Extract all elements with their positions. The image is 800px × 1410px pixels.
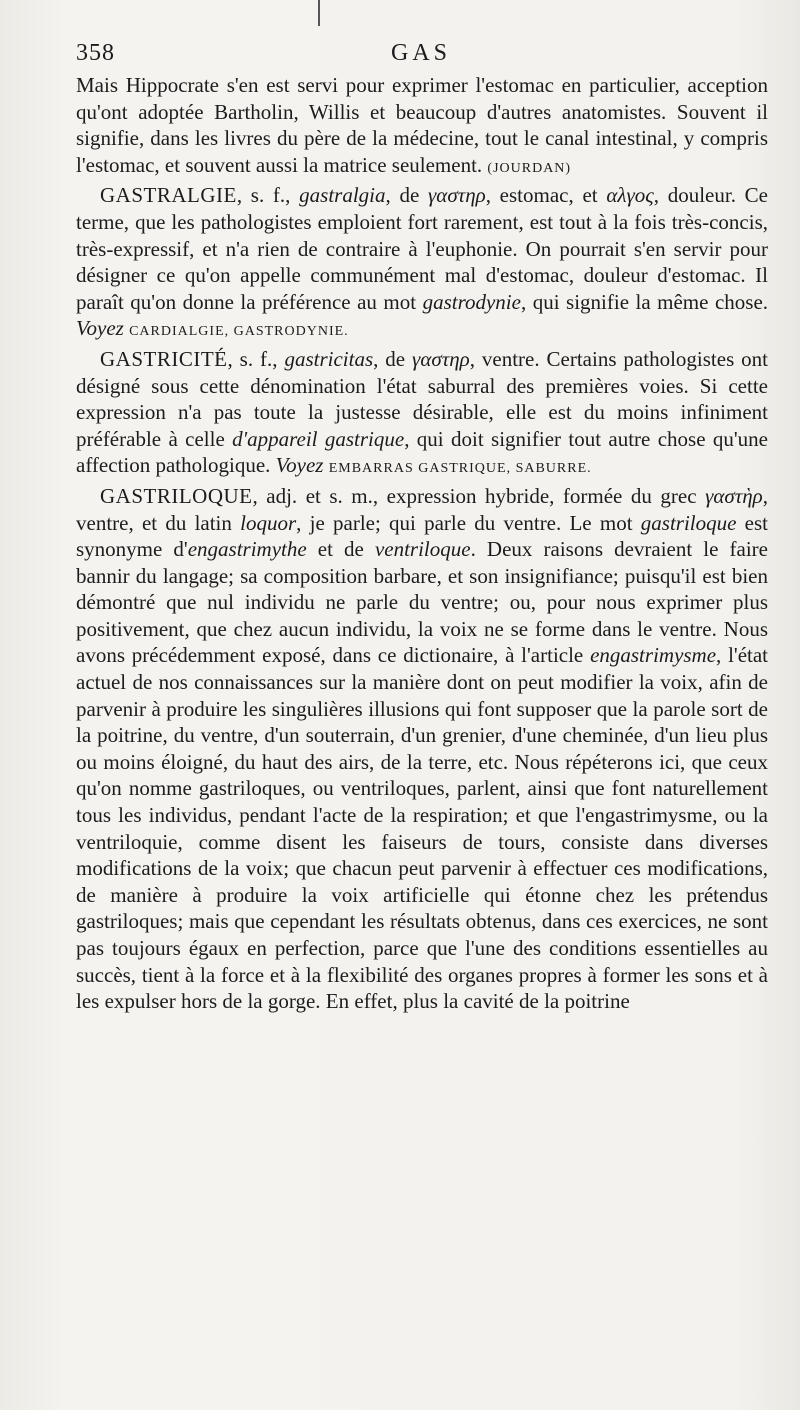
italic-engastrimythe: engastrimythe [187, 537, 307, 562]
latin-gastralgie: gastralgia [299, 183, 386, 208]
greek-gaster-3: γαστὴρ [705, 483, 763, 508]
running-title: GAS [390, 40, 451, 66]
text-gastriloque-1: , ventre, et du latin [76, 483, 768, 535]
italic-engastrimysme: engastrimysme [590, 643, 717, 668]
entry-gastricite [76, 346, 768, 483]
headword-gastralgie: GASTRALGIE [100, 183, 237, 208]
text-gastralgie-1: , estomac, et [485, 183, 598, 208]
italic-gastrodynie: gastrodynie [422, 289, 521, 314]
fold-mark [318, 0, 320, 26]
text-gastriloque-2: , je parle; qui parle du ventre. Le mot [296, 510, 633, 535]
text-gastriloque-rest: , l'état actuel de nos connaissances sur la manière dont on peut modifier la voix, afin de parvenir à produire les singulières illusions qui font supposer que la parole sort de la poitrine, du ventre, d'un souterrain, d'un grenier, d'une cheminée, d'un lieu plus ou moins éloigné, du haut des airs, de la terre, etc. Nous répéterons ici, que ceux qu'on nomme gastriloques, ou ventriloques, parlent, ainsi que font naturellement tous les individus, pendant l'acte de la respiration; et que l'engastrimysme, ou la ventriloquie, comme disent les faiseurs de tours, consiste dans diverses modifications de la voix; que chacun peut parvenir à effectuer ces modifications, de manière à produire la voix artificielle qui étonne chez les prétendus gastriloques; mais que cependant les résultats obtenus, dans ces exercices, ne sont pas toujours égaux en perfection, parce que l'une des conditions essentielles au succès, tient à la force et à la flexibilité des organes propres à former les sons et à les expulser hors de la gorge. En effet, plus la cavité de la poitrine [76, 643, 769, 1014]
page-number: 358 [76, 40, 115, 66]
greek-algos: αλγος [606, 183, 654, 208]
de-gastricite: , de [373, 346, 406, 371]
gram-gastriloque: , adj. et s. m., expression hybride, formée du grec [252, 483, 697, 508]
intro-text: Mais Hippocrate s'en est servi pour exprimer l'estomac en particulier, acception qu'ont adoptée Bartholin, Willis et beaucoup d'autres anatomistes. Souvent il signifie, dans les livres du père de la médecine, tout le canal intestinal, y compris l'estomac, et souvent aussi la matrice seulement. [76, 73, 768, 177]
text-gastriloque-5: . Deux raisons devraient le faire bannir du langage; sa composition barbare, et son insignifiance; puisqu'il est bien démontré que nul individu ne parle du ventre; ou, pour nous exprimer plus positivement, que chez aucun individu, la voix ne se forme dans le ventre. Nous avons précédemment exposé, dans ce dictionaire, à l'article [76, 537, 768, 668]
text-gastralgie-after: , qui signifie la même chose. [520, 289, 769, 314]
refs-gastricite: EMBARRAS GASTRIQUE, SABURRE. [328, 461, 592, 477]
gram-gastralgie: , s. f., [236, 183, 291, 208]
text-gastricite-after: , qui doit signifier tout autre chose qu'une affection pathologique. [76, 426, 768, 478]
de-gastralgie: , de [385, 183, 420, 208]
greek-gaster-1: γαστηρ [428, 183, 486, 208]
voyez-gastralgie: Voyez [76, 316, 124, 341]
text-gastriloque-4: et de [317, 537, 364, 562]
text-gastralgie-body: , douleur. Ce terme, que les pathologistes emploient fort rarement, est tout à la fois très-concis, très-expressif, et n'a rien de contraire à l'euphonie. On pourrait s'en servir pour désigner ce qu'on appelle communément mal d'estomac, douleur d'estomac. Il paraît qu'on donne la préférence au mot [76, 183, 769, 314]
headword-gastriloque: GASTRILOQUE [100, 483, 253, 508]
text-gastricite-body: , ventre. Certains pathologistes ont désigné sous cette dénomination l'état saburral des premières voies. Si cette expression n'a pas toute la justesse désirable, elle est du moins infiniment préférable à celle [76, 346, 769, 451]
italic-appareil-gastrique: d'appareil gastrique [232, 426, 405, 451]
article-body [76, 72, 768, 1015]
text-gastriloque-3: est synonyme d' [76, 510, 768, 562]
headword-gastricite: GASTRICITÉ [100, 346, 228, 371]
author-signature: (JOURDAN) [487, 160, 572, 176]
italic-gastriloque: gastriloque [640, 510, 737, 535]
entry-gastralgie [76, 182, 768, 346]
voyez-gastricite: Voyez [275, 453, 324, 478]
greek-gaster-2: γαστηρ [412, 346, 470, 371]
italic-ventriloque: ventriloque [374, 537, 471, 562]
gram-gastricite: , s. f., [227, 346, 278, 371]
latin-loquor: loquor [240, 510, 297, 535]
latin-gastricite: gastricitas [284, 346, 374, 371]
intro-paragraph [76, 72, 768, 182]
entry-gastriloque [76, 483, 768, 1015]
refs-gastralgie: CARDIALGIE, GASTRODYNIE. [129, 324, 349, 340]
